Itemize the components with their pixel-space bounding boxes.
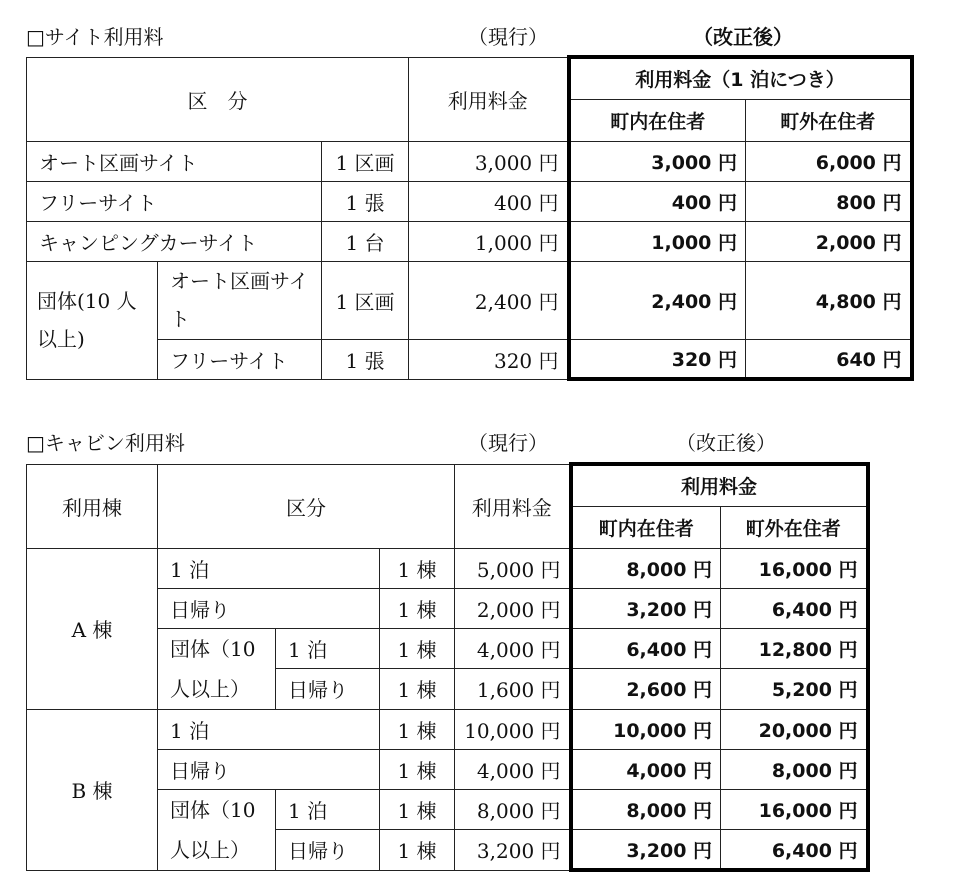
site-name: フリーサイト [158, 339, 322, 379]
cabin-current-fee: 10,000 円 [455, 709, 571, 749]
site-revised-label: （改正後） [693, 25, 793, 49]
site-name: オート区画サイト [158, 261, 322, 339]
site-nonresident-fee: 2,000 円 [746, 221, 912, 261]
cabin-nonresident-fee: 16,000 円 [721, 548, 868, 588]
table-row [27, 261, 912, 339]
site-header-resident: 町内在住者 [569, 99, 746, 141]
cabin-header-category: 区分 [158, 464, 455, 548]
site-unit: 1 張 [322, 181, 409, 221]
cabin-unit: 1 棟 [380, 548, 455, 588]
cabin-unit: 1 棟 [380, 628, 455, 669]
site-header-fee: 利用料金 [409, 57, 569, 141]
cabin-group-label: 団体（10 人以上） [158, 628, 276, 709]
cabin-section-title: □キャビン利用料 [26, 431, 185, 455]
cabin-current-fee: 8,000 円 [455, 789, 571, 830]
cabin-nonresident-fee: 6,400 円 [721, 588, 868, 628]
cabin-category: 1 泊 [158, 548, 380, 588]
cabin-revised-label: （改正後） [676, 431, 776, 455]
site-name: オート区画サイト [27, 141, 322, 181]
site-header-fee-per-night: 利用料金（1 泊につき） [569, 57, 912, 99]
cabin-nonresident-fee: 6,400 円 [721, 830, 868, 871]
cabin-nonresident-fee: 8,000 円 [721, 749, 868, 789]
cabin-current-fee: 5,000 円 [455, 548, 571, 588]
site-nonresident-fee: 4,800 円 [746, 261, 912, 339]
cabin-unit: 1 棟 [380, 749, 455, 789]
cabin-current-label: （現行） [468, 431, 548, 455]
site-current-fee: 1,000 円 [409, 221, 569, 261]
site-header-category: 区 分 [27, 57, 409, 141]
site-nonresident-fee: 6,000 円 [746, 141, 912, 181]
cabin-resident-fee: 3,200 円 [571, 830, 721, 871]
cabin-resident-fee: 10,000 円 [571, 709, 721, 749]
site-group-label: 団体(10 人以上) [27, 261, 158, 379]
cabin-category: 日帰り [276, 830, 380, 871]
cabin-current-fee: 4,000 円 [455, 628, 571, 669]
site-nonresident-fee: 800 円 [746, 181, 912, 221]
cabin-nonresident-fee: 12,800 円 [721, 628, 868, 669]
site-name: フリーサイト [27, 181, 322, 221]
cabin-unit: 1 棟 [380, 669, 455, 710]
table-row [27, 141, 912, 181]
cabin-building-name: A 棟 [27, 548, 158, 709]
site-section-title: □サイト利用料 [26, 25, 164, 49]
site-resident-fee: 2,400 円 [569, 261, 746, 339]
cabin-resident-fee: 8,000 円 [571, 789, 721, 830]
cabin-current-fee: 1,600 円 [455, 669, 571, 710]
site-unit: 1 区画 [322, 261, 409, 339]
site-current-fee: 2,400 円 [409, 261, 569, 339]
site-resident-fee: 320 円 [569, 339, 746, 379]
table-row [27, 339, 912, 379]
cabin-category: 日帰り [158, 588, 380, 628]
cabin-category: 日帰り [158, 749, 380, 789]
site-name: キャンピングカーサイト [27, 221, 322, 261]
cabin-nonresident-fee: 16,000 円 [721, 789, 868, 830]
table-row [27, 221, 912, 261]
cabin-header-fee-revised: 利用料金 [571, 464, 868, 506]
cabin-nonresident-fee: 20,000 円 [721, 709, 868, 749]
cabin-category: 1 泊 [276, 789, 380, 830]
table-row [27, 709, 868, 749]
cabin-resident-fee: 4,000 円 [571, 749, 721, 789]
site-current-fee: 400 円 [409, 181, 569, 221]
cabin-unit: 1 棟 [380, 709, 455, 749]
cabin-unit: 1 棟 [380, 789, 455, 830]
site-current-fee: 3,000 円 [409, 141, 569, 181]
cabin-group-label: 団体（10 人以上） [158, 789, 276, 870]
table-row [27, 181, 912, 221]
cabin-resident-fee: 2,600 円 [571, 669, 721, 710]
site-unit: 1 張 [322, 339, 409, 379]
site-resident-fee: 3,000 円 [569, 141, 746, 181]
cabin-header-nonresident: 町外在住者 [721, 506, 868, 548]
site-resident-fee: 400 円 [569, 181, 746, 221]
cabin-category: 1 泊 [276, 628, 380, 669]
cabin-unit: 1 棟 [380, 830, 455, 871]
cabin-current-fee: 2,000 円 [455, 588, 571, 628]
table-row [27, 548, 868, 588]
site-current-label: （現行） [468, 25, 548, 49]
cabin-resident-fee: 3,200 円 [571, 588, 721, 628]
cabin-header-fee: 利用料金 [455, 464, 571, 548]
cabin-resident-fee: 6,400 円 [571, 628, 721, 669]
cabin-category: 日帰り [276, 669, 380, 710]
site-unit: 1 区画 [322, 141, 409, 181]
cabin-header-resident: 町内在住者 [571, 506, 721, 548]
cabin-current-fee: 3,200 円 [455, 830, 571, 871]
cabin-building-name: B 棟 [27, 709, 158, 870]
cabin-unit: 1 棟 [380, 588, 455, 628]
cabin-resident-fee: 8,000 円 [571, 548, 721, 588]
site-fee-table [26, 55, 914, 381]
cabin-category: 1 泊 [158, 709, 380, 749]
cabin-header-building: 利用棟 [27, 464, 158, 548]
site-header-nonresident: 町外在住者 [746, 99, 912, 141]
site-nonresident-fee: 640 円 [746, 339, 912, 379]
site-unit: 1 台 [322, 221, 409, 261]
site-current-fee: 320 円 [409, 339, 569, 379]
cabin-fee-table [26, 462, 870, 872]
cabin-current-fee: 4,000 円 [455, 749, 571, 789]
cabin-nonresident-fee: 5,200 円 [721, 669, 868, 710]
site-resident-fee: 1,000 円 [569, 221, 746, 261]
